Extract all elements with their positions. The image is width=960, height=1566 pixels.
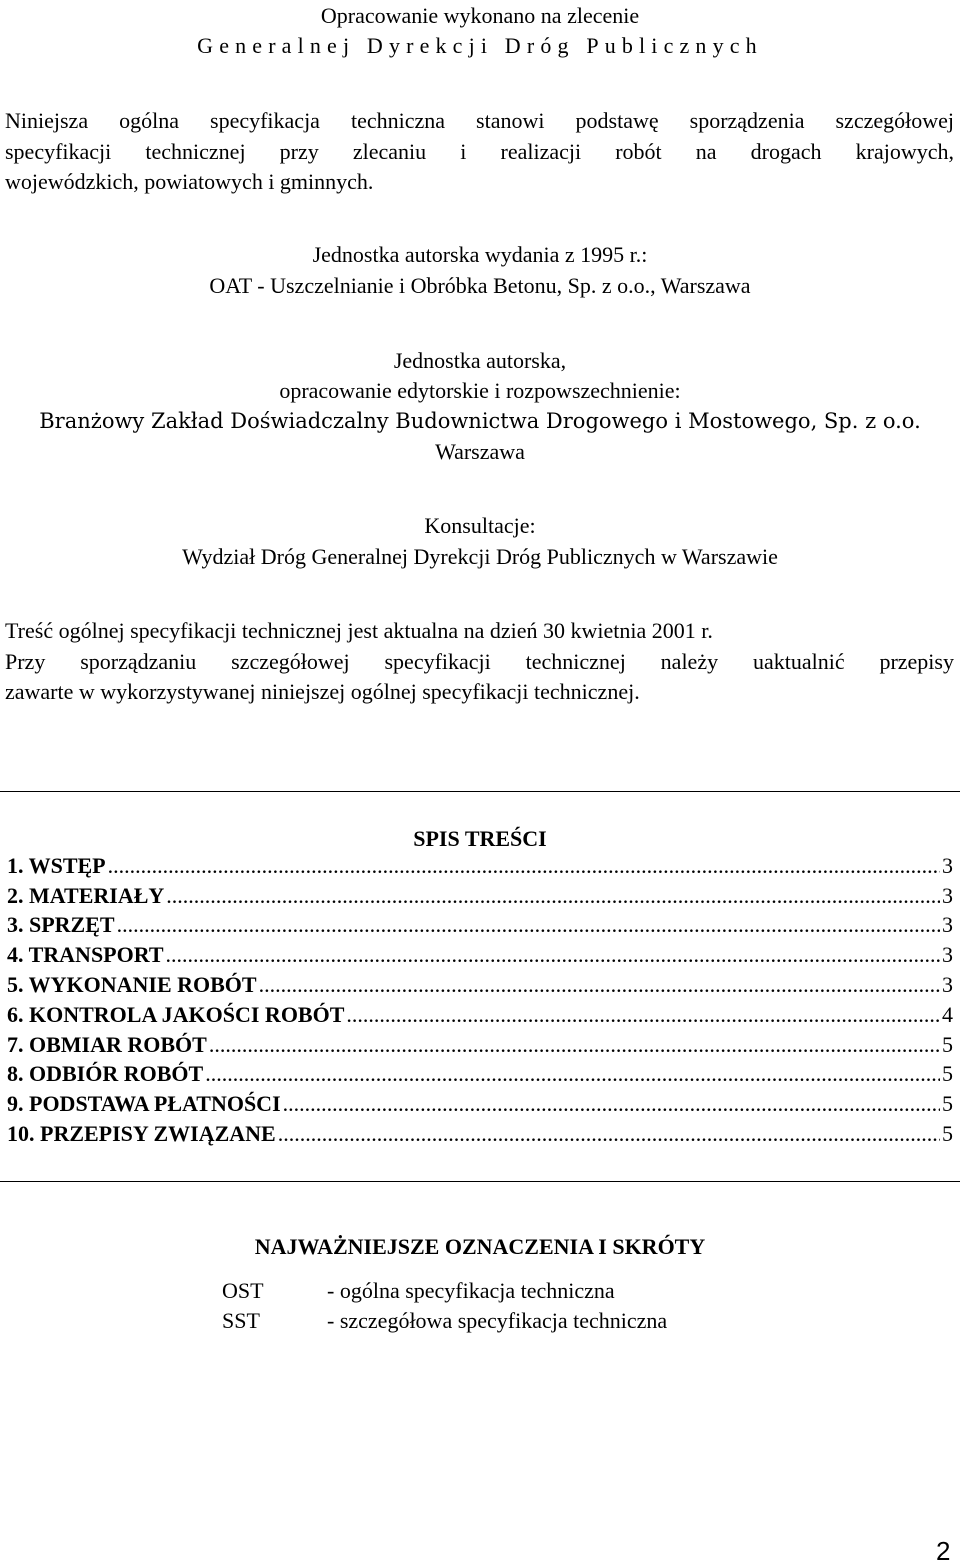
toc-item[interactable] bbox=[7, 1122, 953, 1146]
abbreviation-row bbox=[0, 1280, 960, 1306]
toc-top-divider bbox=[0, 791, 960, 792]
toc-item-title: 2. MATERIAŁY bbox=[7, 883, 165, 908]
toc-item-page: 5 bbox=[942, 1091, 953, 1116]
toc-item-title: 4. TRANSPORT bbox=[7, 942, 164, 967]
abbreviation-description: - ogólna specyfikacja techniczna bbox=[327, 1278, 615, 1303]
toc-dot-leader bbox=[278, 1122, 940, 1146]
toc-item[interactable] bbox=[7, 1062, 953, 1086]
toc-item-page: 4 bbox=[942, 1002, 953, 1027]
toc-item-page: 3 bbox=[942, 972, 953, 997]
toc-item-title: 5. WYKONANIE ROBÓT bbox=[7, 972, 257, 997]
toc-item-title: 3. SPRZĘT bbox=[7, 912, 115, 937]
toc-dot-leader bbox=[205, 1062, 940, 1086]
validity-line-3: zawarte w wykorzystywanej niniejszej ogólnej specyfikacji technicznej. bbox=[5, 679, 640, 704]
toc-item-page: 3 bbox=[942, 883, 953, 908]
page-number: 2 bbox=[936, 1536, 951, 1566]
toc-item-page: 3 bbox=[942, 853, 953, 878]
toc-item-page: 5 bbox=[942, 1061, 953, 1086]
toc-dot-leader bbox=[166, 884, 940, 908]
toc-item[interactable] bbox=[7, 884, 953, 908]
toc-item-title: 10. PRZEPISY ZWIĄZANE bbox=[7, 1121, 276, 1146]
validity-line-1: Treść ogólnej specyfikacji technicznej jest aktualna na dzień 30 kwietnia 2001 r. bbox=[5, 618, 713, 643]
toc-item[interactable] bbox=[7, 1092, 953, 1116]
consultation-label: Konsultacje: bbox=[424, 513, 536, 538]
toc-dot-leader bbox=[259, 973, 940, 997]
toc-item-page: 5 bbox=[942, 1032, 953, 1057]
author-current-label: Jednostka autorska, bbox=[393, 348, 567, 373]
toc-item-page: 3 bbox=[942, 912, 953, 937]
toc-item-title: 1. WSTĘP bbox=[7, 853, 106, 878]
toc-dot-leader bbox=[346, 1003, 940, 1027]
toc-dot-leader bbox=[283, 1092, 940, 1116]
intro-line-1: Niniejsza ogólna specyfikacja techniczna stanowi podstawę sporządzenia szczegółowej bbox=[5, 108, 954, 133]
author-1995-label: Jednostka autorska wydania z 1995 r.: bbox=[312, 242, 648, 267]
consultation-body: Wydział Dróg Generalnej Dyrekcji Dróg Publicznych w Warszawie bbox=[182, 544, 778, 569]
abbreviations-heading: NAJWAŻNIEJSZE OZNACZENIA I SKRÓTY bbox=[254, 1234, 706, 1259]
abbreviation-description: - szczegółowa specyfikacja techniczna bbox=[327, 1308, 668, 1333]
toc-heading: SPIS TREŚCI bbox=[413, 826, 547, 851]
abbreviation-code: OST bbox=[222, 1278, 264, 1303]
toc-item[interactable] bbox=[7, 854, 953, 878]
toc-item[interactable] bbox=[7, 913, 953, 937]
intro-line-3: wojewódzkich, powiatowych i gminnych. bbox=[5, 169, 374, 194]
toc-item[interactable] bbox=[7, 1003, 953, 1027]
commissioner-name: Generalnej Dyrekcji Dróg Publicznych bbox=[197, 33, 763, 58]
author-current-role: opracowanie edytorskie i rozpowszechnienie: bbox=[279, 378, 681, 403]
validity-line-2: Przy sporządzaniu szczegółowej specyfikacji technicznej należy uaktualnić przepisy bbox=[5, 649, 954, 674]
toc-bottom-divider bbox=[0, 1181, 960, 1182]
toc-item-title: 8. ODBIÓR ROBÓT bbox=[7, 1061, 204, 1086]
toc-dot-leader bbox=[108, 854, 940, 878]
author-current-city: Warszawa bbox=[435, 439, 525, 464]
toc-item[interactable] bbox=[7, 973, 953, 997]
toc-item-page: 5 bbox=[942, 1121, 953, 1146]
intro-line-2: specyfikacji technicznej przy zlecaniu i realizacji robót na drogach krajowych, bbox=[5, 139, 954, 164]
toc-dot-leader bbox=[117, 913, 940, 937]
toc-item-page: 3 bbox=[942, 942, 953, 967]
author-1995-name: OAT - Uszczelnianie i Obróbka Betonu, Sp. z o.o., Warszawa bbox=[209, 273, 751, 298]
toc-item-title: 6. KONTROLA JAKOŚCI ROBÓT bbox=[7, 1002, 345, 1027]
toc-dot-leader bbox=[166, 943, 940, 967]
commission-line: Opracowanie wykonano na zlecenie bbox=[320, 3, 640, 28]
toc-item[interactable] bbox=[7, 1033, 953, 1057]
toc-dot-leader bbox=[209, 1033, 940, 1057]
toc-item-title: 9. PODSTAWA PŁATNOŚCI bbox=[7, 1091, 281, 1116]
author-current-name: Branżowy Zakład Doświadczalny Budownictwa Drogowego i Mostowego, Sp. z o.o. bbox=[39, 409, 921, 433]
abbreviation-code: SST bbox=[222, 1308, 260, 1333]
toc-item[interactable] bbox=[7, 943, 953, 967]
abbreviation-row bbox=[0, 1310, 960, 1336]
toc-item-title: 7. OBMIAR ROBÓT bbox=[7, 1032, 207, 1057]
